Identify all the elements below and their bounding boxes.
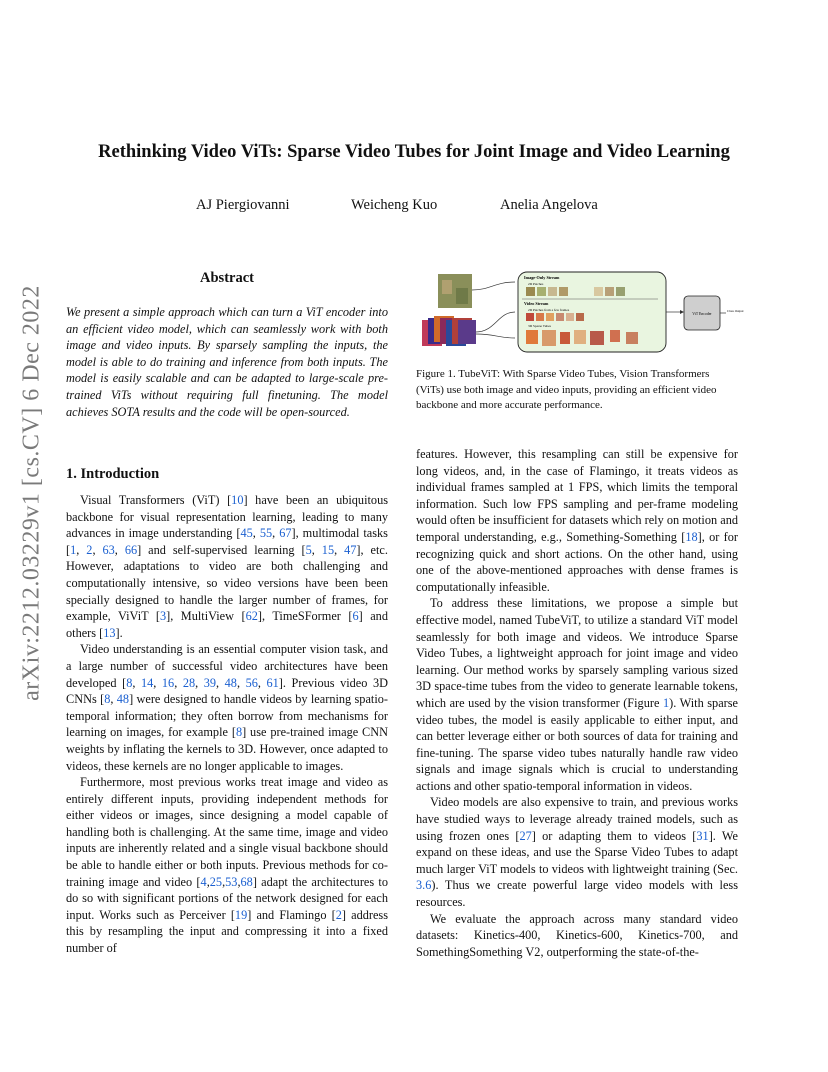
sparse-tubes-label: 3D Sparse Tubes <box>528 324 551 328</box>
patches-2d-label: 2D Patches <box>528 282 544 286</box>
author-3: Anelia Angelova <box>500 197 598 213</box>
author-1: AJ Piergiovanni <box>196 197 290 213</box>
paragraph: To address these limitations, we propose a simple but effective model, named TubeViT, to utilize a standard ViT model seamlessly for both image and videos. We introduce Sparse Video Tubes, a lightweight approach for joint image and video learning. Our method works by sparsely sampling various sized 3D space-time tubes from the video to generate learnable tokens, which are used by the vision transformer (Figure 1). With sparse video tubes, the model is easily applicable to either input, and can better leverage either or both sources of data for training and fine-tuning. The sparse video tubes naturally handle raw video signals and image signals which is crucial to understanding actions and other spatio-temporal information in videos. <box>416 596 739 793</box>
figure-caption: Figure 1. TubeViT: With Sparse Video Tubes, Vision Transformers (ViTs) use both image and video inputs, providing an efficient video backbone and more accurate performance. <box>416 368 717 411</box>
video-stream-label: Video Stream <box>524 301 549 306</box>
arxiv-stamp <box>8 283 56 703</box>
intro-right-column <box>416 446 738 960</box>
paragraph: features. However, this resampling can still be expensive for long videos, and, in the case of Flamingo, it treats videos as individual frames sampled at 1 FPS, which limits the temporal information. Such low FPS sampling and per-frame modeling would often be insufficient for datasets which rely on motion and temporal understanding, e.g., Something-Something [18], or for recognizing quick and short actions. On the other hand, using one of the above-mentioned approaches with dense frames is computationally infeasible. <box>416 447 738 594</box>
paragraph: Visual Transformers (ViT) [10] have been an ubiquitous backbone for visual representation learning, leading to many advances in image understanding [45, 55, 67], multimodal tasks [1, 2, 63, 66] and self-supervised learning [5, 15, 47], etc. However, adaptations to video are both challenging and computationally intensive, so video versions have been been specially designed to handle the larger number of frames, for example, ViViT [3], MultiView [62], TimeSFormer [6] and others [13]. <box>66 493 388 640</box>
paragraph: Video understanding is an essential computer vision task, and a large number of successful video architectures have been developed [8, 14, 16, 28, 39, 48, 56, 61]. Previous video 3D CNNs [8, 48] were designed to handle videos by learning spatio-temporal information; they often borrow from mechanisms for learning on images, for example [8] use pre-trained image CNN weights by inflating the kernels to 3D. However, once adapted to videos, these kernels are no longer applicable to images. <box>66 642 389 773</box>
image-stream-label: Image-Only Stream <box>524 275 560 280</box>
arxiv-id: arXiv:2212.03229v1 [cs.CV] 6 Dec 2022 <box>18 285 45 701</box>
section-heading: 1. Introduction <box>66 466 160 482</box>
paragraph: We evaluate the approach across many standard video datasets: Kinetics-400, Kinetics-600, Kinetics-700, and SomethingSomething V2, outperforming the state-of-the- <box>416 911 738 959</box>
input-video-frames <box>422 316 476 346</box>
paragraph: Furthermore, most previous works treat image and video as entirely different inputs, providing independent methods for either videos or images, since designing a model capable of handling both is challenging. At the same time, image and video inputs are inherently related and a single visual backbone should be able to handle either or both inputs. Previous methods for co-training image and video [4,25,53,68] adapt the architectures to do so with significant portions of the network designed for each input. Works such as Perceiver [19] and Flamingo [2] address this by resampling the input and compressing it into a fixed number of <box>66 775 388 956</box>
abstract-text: We present a simple approach which can turn a ViT encoder into an efficient video model, which can seamlessly work with both image and video inputs. By sparsely sampling the inputs, the model is able to do training and inference from both inputs. The model is easily scalable and can be adapted to large-scale pre-trained ViTs without requiring full finetuning. The model achieves SOTA results and the code will be open-sourced. <box>66 305 388 419</box>
patches-first-label: 2D Patches from a few frames <box>528 308 570 312</box>
paper-title: Rethinking Video ViTs: Sparse Video Tubes for Joint Image and Video Learning <box>98 142 730 162</box>
intro-left-column <box>66 492 388 957</box>
paragraph: Video models are also expensive to train, and previous works have studied ways to leverage already trained models, such as using frozen ones [27] or adapting them to videos [31]. We expand on these ideas, and use the Sparse Video Tubes to adapt much larger ViT models to videos with lightweight training (Sec. 3.6). Thus we create powerful large video models with less resources. <box>416 795 738 910</box>
author-2: Weicheng Kuo <box>351 197 438 213</box>
class-output-label: Class Output <box>727 309 744 313</box>
vit-encoder-label: ViT Encoder <box>692 312 712 316</box>
abstract-heading: Abstract <box>200 270 254 286</box>
figure-1-diagram <box>420 268 744 354</box>
